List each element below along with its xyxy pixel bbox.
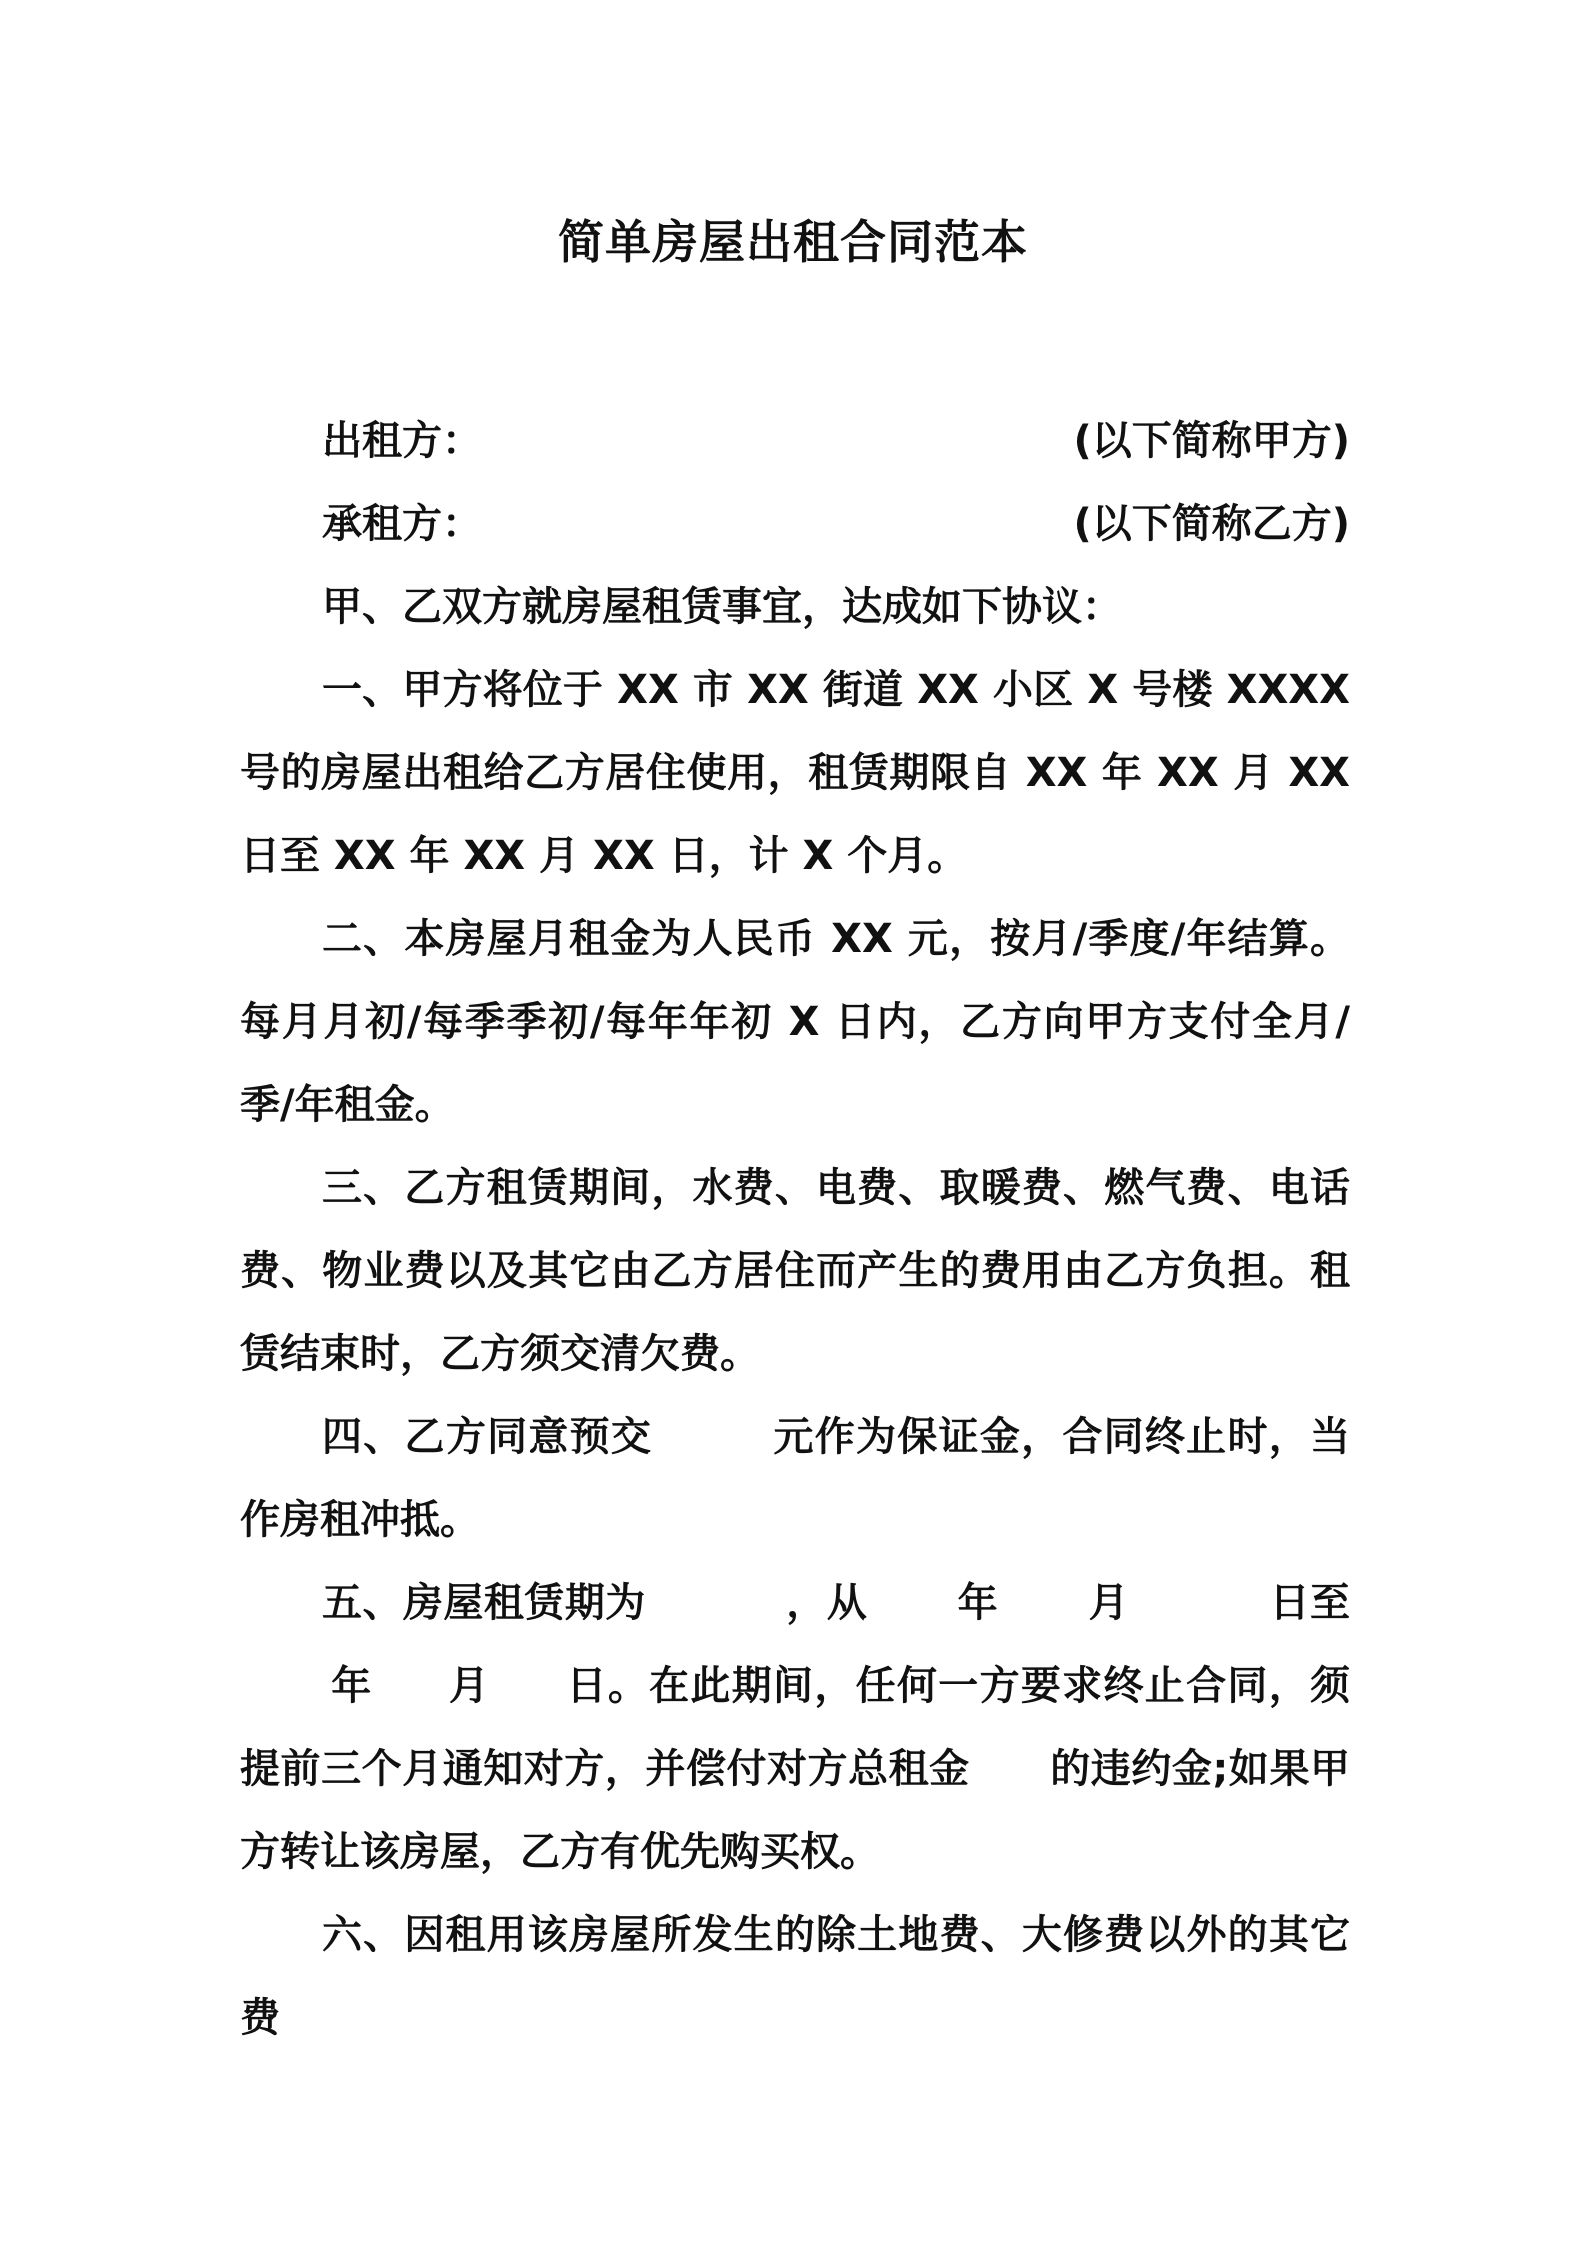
intro-paragraph: 甲、乙双方就房屋租赁事宜，达成如下协议： [322,584,1122,630]
lessor-note: (以下简称甲方) [1073,418,1350,464]
clause-5-part-2: ，从 [785,1580,868,1626]
lessee-note: (以下简称乙方) [1073,501,1350,547]
document-title: 简单房屋出租合同范本 [558,215,1028,269]
clause-2: 二、本房屋月租金为人民币 XX 元，按月/季度/年结算。每月月初/每季季初/每年年初 X 日内，乙方向甲方支付全月/季/年租金。 [240,916,1350,1128]
lessor-label: 出租方： [322,418,482,464]
clause-5-part-8: 日。在此期间，任何一方要求终止合同，须提前三个月通知对方，并偿付对方总租金 [240,1663,1351,1792]
lessee-label: 承租方： [322,501,482,547]
clause-5-part-6: 年 [330,1663,373,1709]
clause-4 [240,1396,1350,1562]
clause-5-part-9: 的违约金;如果甲方转让该房屋，乙方有优先购买权。 [240,1746,1351,1875]
clause-6: 六、因租用该房屋所发生的除土地费、大修费以外的其它费 [240,1912,1350,2041]
lessee-line [240,483,1350,566]
document-body [240,400,1350,2060]
clause-3: 三、乙方租赁期间，水费、电费、取暖费、燃气费、电话费、物业费以及其它由乙方居住而产生的费用由乙方负担。租赁结束时，乙方须交清欠费。 [240,1165,1350,1377]
clause-5-part-4: 月 [1088,1580,1130,1626]
clause-5-part-1: 五、房屋租赁期为 [322,1580,646,1626]
clause-1: 一、甲方将位于 XX 市 XX 街道 XX 小区 X 号楼 XXXX 号的房屋出租给乙方居住使用，租赁期限自 XX 年 XX 月 XX 日至 XX 年 XX 月 XX 日，计 X 个月。 [240,667,1350,879]
clause-5-part-5: 日至 [1269,1580,1351,1626]
clause-4-text-after: 元作为保证金，合同终止时，当作房租冲抵。 [240,1414,1351,1543]
lessor-line [240,400,1350,483]
clause-4-text-before: 四、乙方同意预交 [322,1414,653,1460]
clause-5-part-3: 年 [957,1580,999,1626]
clause-5 [240,1562,1350,1894]
clause-5-part-7: 月 [447,1663,491,1709]
